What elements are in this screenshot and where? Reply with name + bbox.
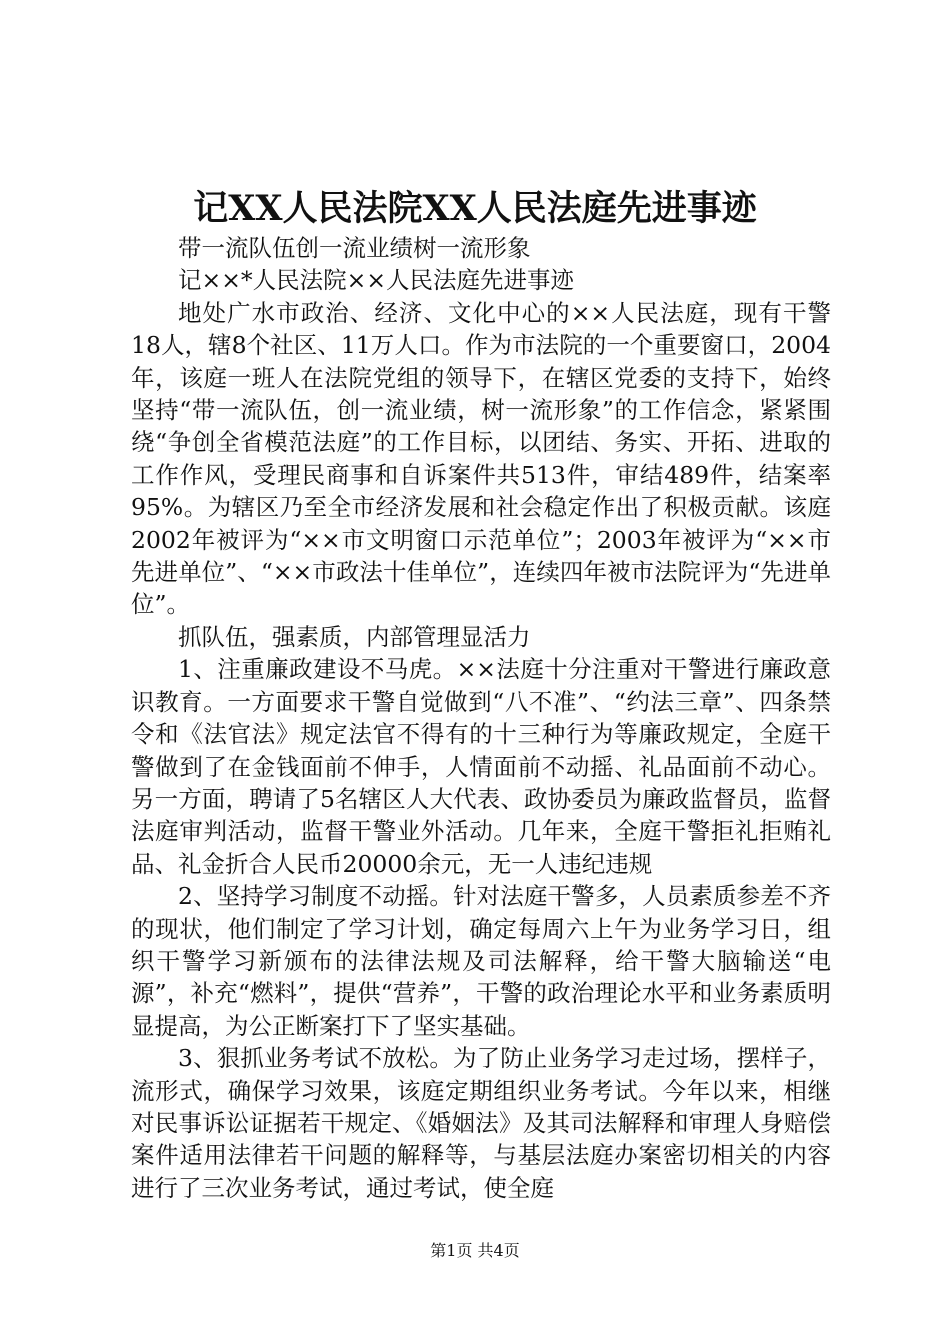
paragraph: 地处广水市政治、经济、文化中心的××人民法庭，现有干警18人，辖8个社区、11万人口。作为市法院的一个重要窗口，2004年，该庭一班人在法院党组的领导下，在辖区党委的支持下，始终坚持“带一流队伍，创一流业绩，树一流形象”的工作信念，紧紧围绕“争创全省模范法庭”的工作目标，以团结、务实、开拓、进取的工作作风，受理民商事和自诉案件共513件，审结489件，结案率95%。为辖区乃至全市经济发展和社会稳定作出了积极贡献。该庭2002年被评为“××市文明窗口示范单位”；2003年被评为“××市先进单位”、“××市政法十佳单位”，连续四年被市法院评为“先进单位”。 <box>131 298 831 619</box>
section-heading: 抓队伍，强素质，内部管理显活力 <box>178 622 531 651</box>
paragraph: 3、狠抓业务考试不放松。为了防止业务学习走过场，摆样子，流形式，确保学习效果，该庭定期组织业务考试。今年以来，相继对民事诉讼证据若干规定、《婚姻法》及其司法解释和审理人身赔偿案件适用法律若干问题的解释等，与基层法庭办案密切相关的内容进行了三次业务考试，通过考试，使全庭 <box>131 1044 831 1202</box>
subtitle-line: 记××*人民法院××人民法庭先进事迹 <box>178 266 575 295</box>
subtitle-line: 带一流队伍创一流业绩树一流形象 <box>178 234 531 262</box>
document-body <box>131 232 831 1204</box>
paragraph: 2、坚持学习制度不动摇。针对法庭干警多，人员素质参差不齐的现状，他们制定了学习计划，确定每周六上午为业务学习日，组织干警学习新颁布的法律法规及司法解释，给干警大脑输送“电源”，补充“燃料”，提供“营养”，干警的政治理论水平和业务素质明显提高，为公正断案打下了坚实基础。 <box>131 882 831 1040</box>
paragraph: 1、注重廉政建设不马虎。××法庭十分注重对干警进行廉政意识教育。一方面要求干警自觉做到“八不准”、“约法三章”、四条禁令和《法官法》规定法官不得有的十三种行为等廉政规定，全庭干警做到了在金钱面前不伸手，人情面前不动摇、礼品面前不动心。另一方面，聘请了5名辖区人大代表、政协委员为廉政监督员，监督法庭审判活动，监督干警业外活动。几年来，全庭干警拒礼拒贿礼品、礼金折合人民币20000余元，无一人违纪违规 <box>131 655 831 878</box>
page-title: 记XX人民法院XX人民法庭先进事迹 <box>193 188 757 229</box>
page-footer: 第1页 共4页 <box>430 1241 520 1260</box>
